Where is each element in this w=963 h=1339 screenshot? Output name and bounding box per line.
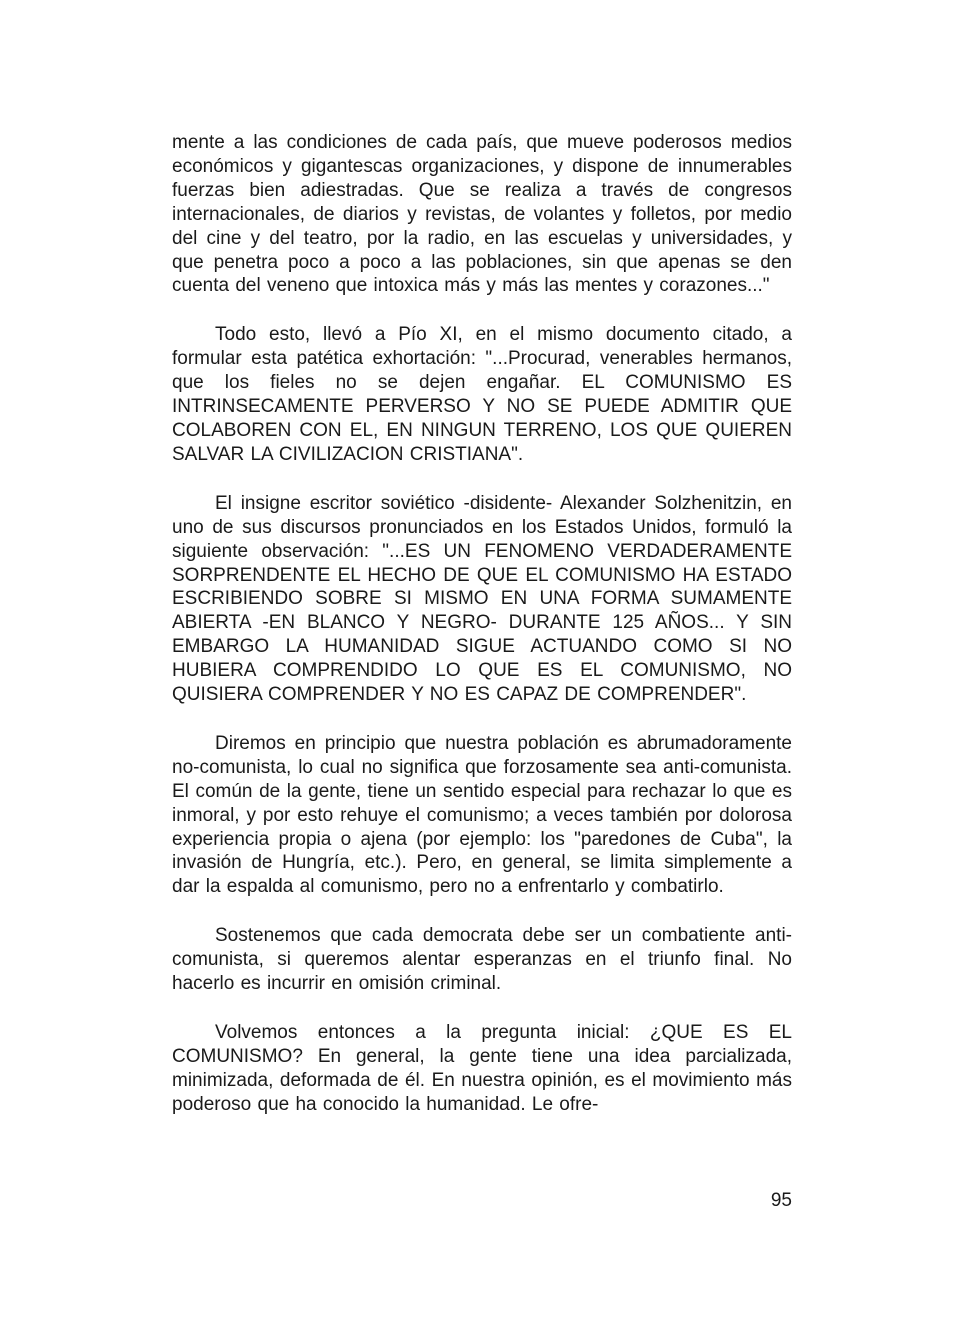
paragraph-continuation: mente a las condiciones de cada país, que mueve poderosos medios económicos y gigantescas organizaciones, y dispone de innumerables fuerzas bien adiestradas. Que se realiza a través de congresos internacionales, de diarios y revistas, de volantes y folletos, por medio del cine y del teatro, por la radio, en las escuelas y universidades, y que penetra poco a poco a las poblaciones, sin que apenas se den cuenta del veneno que intoxica más y más las mentes y corazones..." bbox=[172, 132, 792, 297]
paragraph-pio-xi: Todo esto, llevó a Pío XI, en el mismo documento citado, a formular esta patética exhortación: "...Procurad, venerables hermanos, que los fieles no se dejen engañar. EL COMUNISMO ES INTRINSECAMENTE PERVERSO Y NO SE PUEDE ADMITIR QUE COLABOREN CON EL, EN NINGUN TERRENO, LOS QUE QUIEREN SALVAR LA CIVILIZACION CRISTIANA". bbox=[172, 324, 792, 465]
paragraph-poblacion: Diremos en principio que nuestra población es abrumadoramente no-comunista, lo cual no significa que forzosamente sea anti-comunista. El común de la gente, tiene un sentido especial para rechazar lo que es inmoral, y por esto rehuye el comunismo; a veces también por dolorosa experiencia propia o ajena (por ejemplo: los "paredones de Cuba", la invasión de Hungría, etc.). Pero, en general, se limita simplemente a dar la espalda al comunismo, pero no a enfrentarlo y combatirlo. bbox=[172, 732, 792, 898]
page-body bbox=[172, 131, 792, 1117]
paragraph-democrata: Sostenemos que cada democrata debe ser un combatiente anti-comunista, si queremos alentar esperanzas en el triunfo final. No hacerlo es incurrir en omisión criminal. bbox=[172, 925, 792, 995]
page-number: 95 bbox=[770, 1190, 792, 1211]
paragraph-solzhenitzin: El insigne escritor soviético -disidente- Alexander Solzhenitzin, en uno de sus discursos pronunciados en los Estados Unidos, formuló la siguiente observación: "...ES UN FENOMENO VERDADERAMENTE SORPRENDENTE EL HECHO DE QUE EL COMUNISMO HA ESTADO ESCRIBIENDO SOBRE SI MISMO EN UNA FORMA SUMAMENTE ABIERTA -EN BLANCO Y NEGRO- DURANTE 125 AÑOS... Y SIN EMBARGO LA HUMANIDAD SIGUE ACTUANDO COMO SI NO HUBIERA COMPRENDIDO LO QUE ES EL COMUNISMO, NO QUISIERA COMPRENDER Y NO ES CAPAZ DE COMPRENDER". bbox=[172, 492, 792, 706]
paragraph-pregunta: Volvemos entonces a la pregunta inicial: ¿QUE ES EL COMUNISMO? En general, la gente tiene una idea parcializada, minimizada, deformada de él. En nuestra opinión, es el movimiento más poderoso que ha conocido la humanidad. Le ofre- bbox=[172, 1022, 792, 1115]
